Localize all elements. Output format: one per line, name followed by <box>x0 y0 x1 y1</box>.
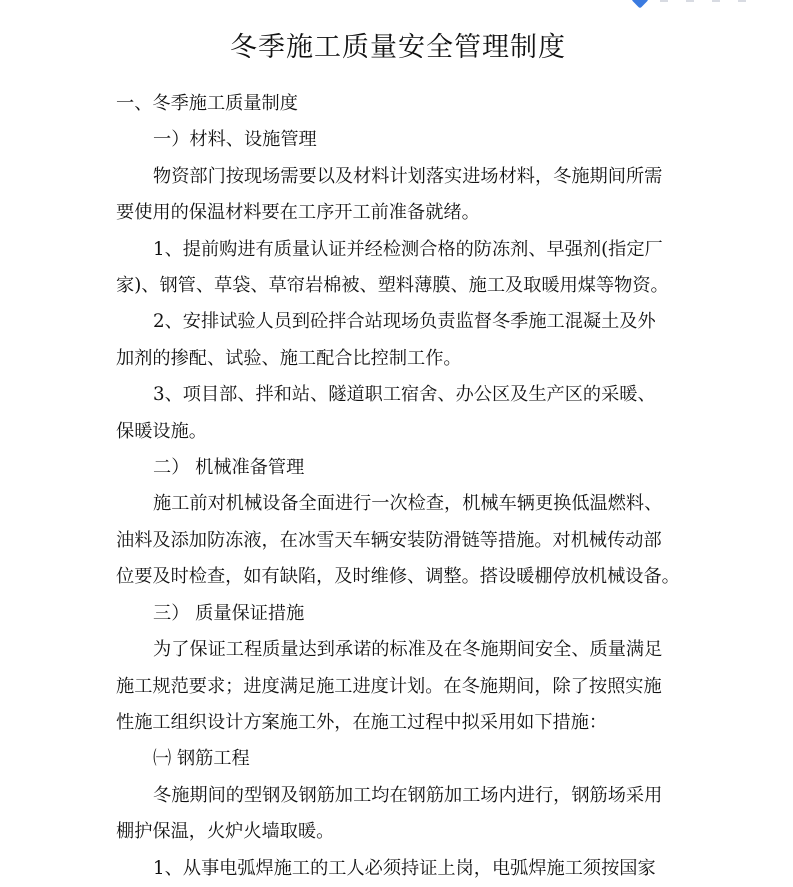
paragraph-line: 棚护保温，火炉火墙取暖。 <box>116 821 335 843</box>
document-body <box>116 86 680 887</box>
paragraph-line: 要使用的保温材料要在工序开工前准备就绪。 <box>116 202 480 224</box>
paragraph-line: 加剂的掺配、试验、施工配合比控制工作。 <box>116 347 462 369</box>
paragraph-line: 2、安排试验人员到砼拌合站现场负责监督冬季施工混凝土及外 <box>153 311 656 333</box>
paragraph-line: 3、项目部、拌和站、隧道职工宿舍、办公区及生产区的采暖、 <box>153 384 656 406</box>
paragraph-line: 为了保证工程质量达到承诺的标准及在冬施期间安全、质量满足 <box>153 639 663 661</box>
paragraph-line: 保暖设施。 <box>116 420 207 442</box>
paragraph-line: 一）材料、设施管理 <box>153 129 317 151</box>
paragraph-line: 1、提前购进有质量认证并经检测合格的防冻剂、早强剂(指定厂 <box>153 238 663 260</box>
paragraph-line: 1、从事电弧焊施工的工人必须持证上岗，电弧焊施工须按国家 <box>153 857 656 879</box>
paragraph-line: 施工前对机械设备全面进行一次检查，机械车辆更换低温燃料、 <box>153 493 663 515</box>
paragraph-line: 冬施期间的型钢及钢筋加工均在钢筋加工场内进行，钢筋场采用 <box>153 784 663 806</box>
paragraph-line: 位要及时检查，如有缺陷，及时维修、调整。搭设暖棚停放机械设备。 <box>116 566 680 588</box>
paragraph-line: 性施工组织设计方案施工外，在施工过程中拟采用如下措施： <box>116 711 608 733</box>
paragraph-line: 二） 机械准备管理 <box>153 457 305 479</box>
paragraph-line: ㈠ 钢筋工程 <box>153 748 250 770</box>
paragraph-line: 家)、钢管、草袋、草帘岩棉被、塑料薄膜、施工及取暖用煤等物资。 <box>116 275 669 297</box>
paragraph-line: 一、冬季施工质量制度 <box>116 93 298 114</box>
paragraph-line: 物资部门按现场需要以及材料计划落实进场材料，冬施期间所需 <box>153 165 663 187</box>
paragraph-line: 油料及添加防冻液，在冰雪天车辆安装防滑链等措施。对机械传动部 <box>116 529 662 551</box>
top-edge-decoration <box>660 0 790 3</box>
document-page <box>116 28 680 887</box>
corner-marker <box>632 0 649 8</box>
paragraph-line: 施工规范要求；进度满足施工进度计划。在冬施期间，除了按照实施 <box>116 675 662 697</box>
document-title: 冬季施工质量安全管理制度 <box>230 32 566 63</box>
paragraph-line: 三） 质量保证措施 <box>153 602 305 624</box>
